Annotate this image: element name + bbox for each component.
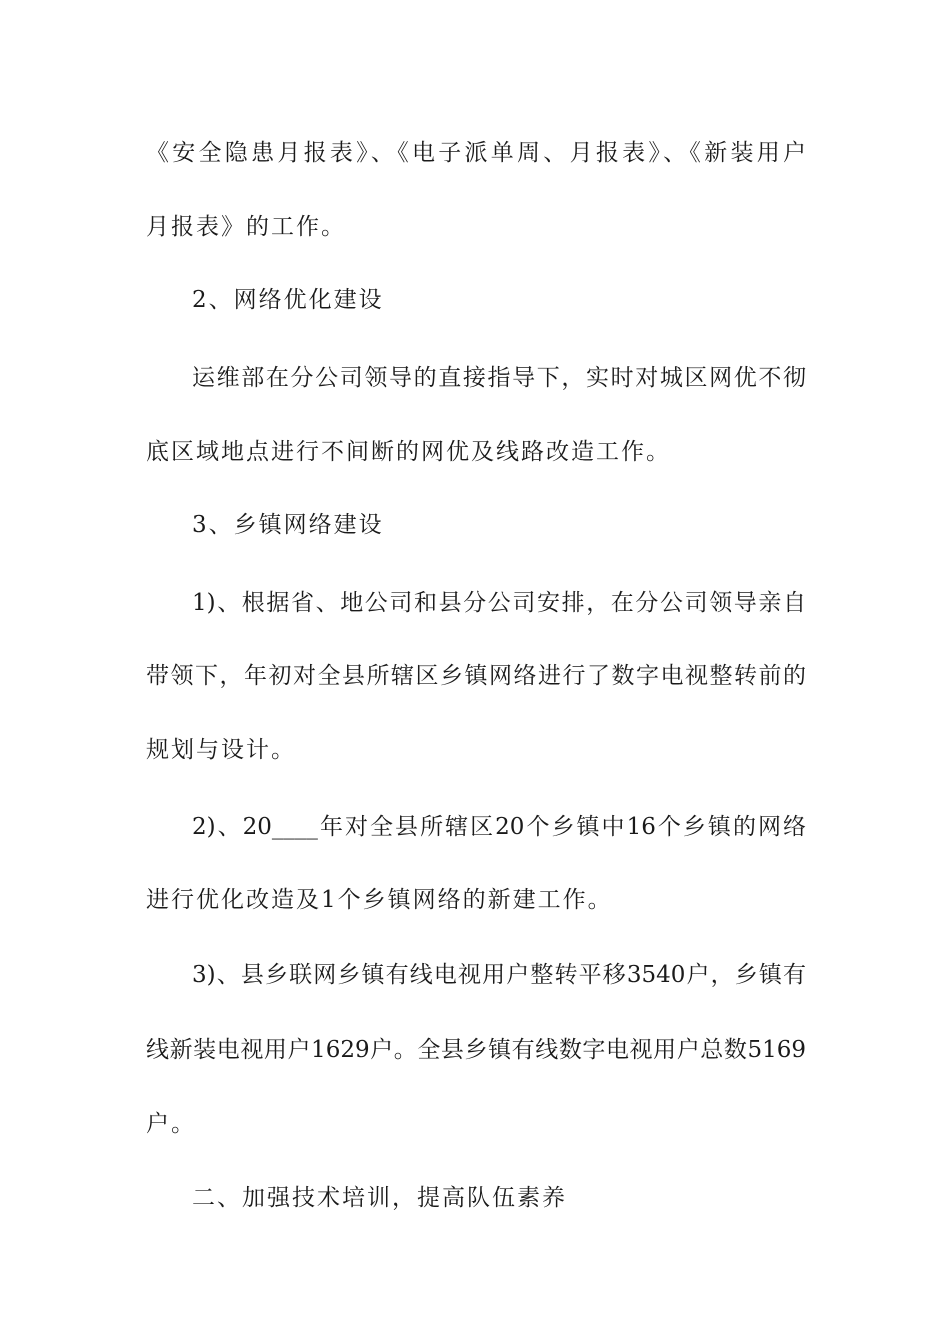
- paragraph-line: 户。: [146, 1111, 196, 1137]
- section-heading: 3、乡镇网络建设: [192, 512, 384, 538]
- paragraph-line: 运维部在分公司领导的直接指导下，实时对城区网优不彻: [192, 365, 806, 391]
- paragraph-line: 底区域地点进行不间断的网优及线路改造工作。: [146, 439, 671, 465]
- paragraph-line: 《安全隐患月报表》、《电子派单周、月报表》、《新装用户: [146, 140, 806, 166]
- section-heading: 二、加强技术培训，提高队伍素养: [192, 1185, 567, 1211]
- paragraph-line: 线新装电视用户1629户。全县乡镇有线数字电视用户总数5169: [146, 1037, 806, 1063]
- section-heading: 2、网络优化建设: [192, 287, 384, 313]
- paragraph-line: 月报表》的工作。: [146, 214, 346, 240]
- paragraph-line: 2)、20____年对全县所辖区20个乡镇中16个乡镇的网络: [192, 814, 806, 840]
- paragraph-line: 规划与设计。: [146, 737, 296, 763]
- paragraph-line: 带领下，年初对全县所辖区乡镇网络进行了数字电视整转前的: [146, 663, 806, 689]
- paragraph-line: 进行优化改造及1个乡镇网络的新建工作。: [146, 887, 613, 913]
- paragraph-line: 1)、根据省、地公司和县分公司安排，在分公司领导亲自: [192, 590, 806, 616]
- paragraph-line: 3)、县乡联网乡镇有线电视用户整转平移3540户，乡镇有: [192, 962, 806, 988]
